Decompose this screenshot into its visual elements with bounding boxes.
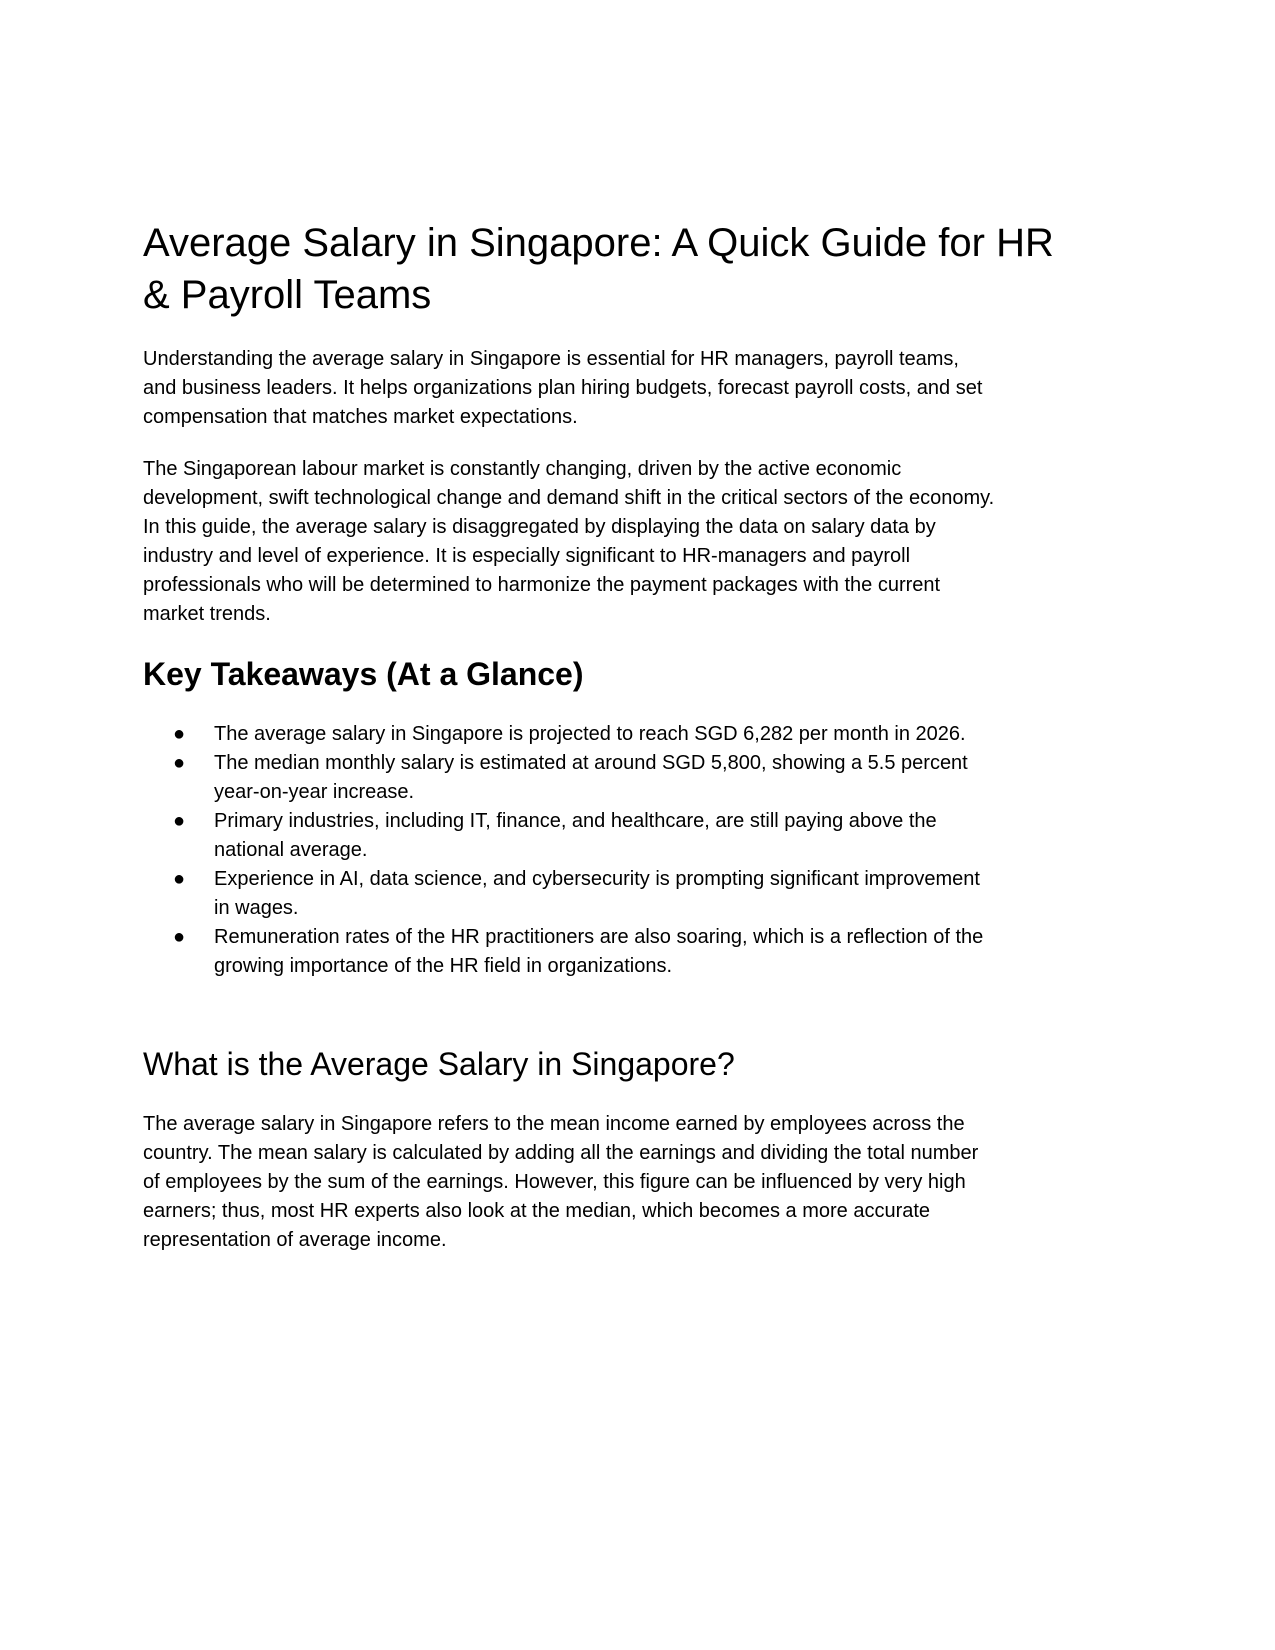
bullet-icon: ● xyxy=(173,868,186,890)
text-line: The Singaporean labour market is constantly changing, driven by the active economic xyxy=(143,458,902,480)
bullet-icon: ● xyxy=(173,926,186,948)
list-item xyxy=(143,749,983,807)
section-heading: What is the Average Salary in Singapore? xyxy=(143,1046,735,1082)
text-line: representation of average income. xyxy=(143,1229,447,1251)
takeaways-list xyxy=(143,720,983,981)
text-line: Understanding the average salary in Singapore is essential for HR managers, payroll teams, xyxy=(143,348,959,370)
title-line: & Payroll Teams xyxy=(143,273,432,317)
bullet-icon: ● xyxy=(173,723,186,745)
key-takeaways-heading: Key Takeaways (At a Glance) xyxy=(143,656,584,692)
section-paragraph xyxy=(143,1110,978,1255)
intro-paragraph-2 xyxy=(143,455,994,629)
text-line: The median monthly salary is estimated at around SGD 5,800, showing a 5.5 percent xyxy=(214,752,968,774)
text-line: industry and level of experience. It is especially significant to HR-managers and payroll xyxy=(143,545,911,567)
text-line: country. The mean salary is calculated by adding all the earnings and dividing the total number xyxy=(143,1142,979,1164)
text-line: market trends. xyxy=(143,603,271,625)
text-line: The average salary in Singapore refers to the mean income earned by employees across the xyxy=(143,1113,965,1135)
intro-paragraph-1 xyxy=(143,345,982,432)
bullet-icon: ● xyxy=(173,752,186,774)
text-line: and business leaders. It helps organizations plan hiring budgets, forecast payroll costs, and set xyxy=(143,377,983,399)
text-line: Remuneration rates of the HR practitioners are also soaring, which is a reflection of the xyxy=(214,926,984,948)
text-line: in wages. xyxy=(214,897,299,919)
text-line: development, swift technological change and demand shift in the critical sectors of the economy. xyxy=(143,487,995,509)
text-line: growing importance of the HR field in organizations. xyxy=(214,955,673,977)
text-line: of employees by the sum of the earnings. However, this figure can be influenced by very high xyxy=(143,1171,966,1193)
page-title xyxy=(143,217,1054,321)
text-line: compensation that matches market expectations. xyxy=(143,406,578,428)
list-item xyxy=(143,807,983,865)
text-line: year-on-year increase. xyxy=(214,781,415,803)
list-item xyxy=(143,720,983,749)
text-line: professionals who will be determined to harmonize the payment packages with the current xyxy=(143,574,941,596)
text-line: earners; thus, most HR experts also look at the median, which becomes a more accurate xyxy=(143,1200,931,1222)
list-item xyxy=(143,865,983,923)
text-line: In this guide, the average salary is disaggregated by displaying the data on salary data by xyxy=(143,516,936,538)
text-line: national average. xyxy=(214,839,368,861)
list-item xyxy=(143,923,983,981)
title-line: Average Salary in Singapore: A Quick Guide for HR xyxy=(143,221,1054,265)
bullet-icon: ● xyxy=(173,810,186,832)
text-line: Experience in AI, data science, and cybersecurity is prompting significant improvement xyxy=(214,868,980,890)
text-line: Primary industries, including IT, finance, and healthcare, are still paying above the xyxy=(214,810,937,832)
text-line: The average salary in Singapore is projected to reach SGD 6,282 per month in 2026. xyxy=(214,723,966,745)
